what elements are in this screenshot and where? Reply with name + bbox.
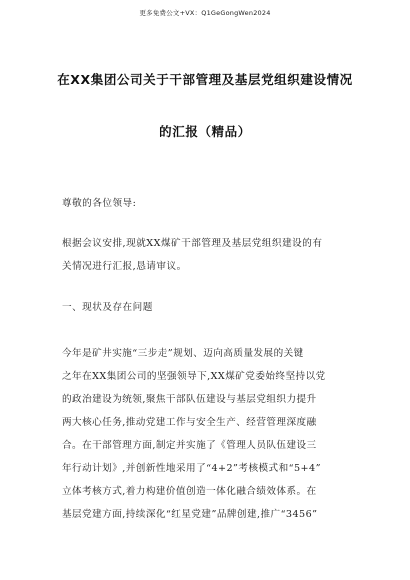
body-paragraph-line: 今年是矿井实施“三步走”规划、迈向高质量发展的关键	[62, 348, 304, 359]
body-paragraph-line: 之年在XX集团公司的坚强领导下,XX煤矿党委始终坚持以党	[62, 371, 326, 382]
body-paragraph-line: 两大核心任务,推动党建工作与安全生产、经营管理深度融	[62, 417, 317, 428]
body-paragraph-line: 合。在干部管理方面,制定并实施了《管理人员队伍建设三	[62, 440, 317, 451]
section-heading: 一、现状及存在问题	[62, 302, 153, 313]
greeting: 尊敬的各位领导:	[62, 198, 137, 209]
document-title-line-2: 的汇报（精品）	[159, 124, 251, 139]
intro-paragraph-line-2: 关情况进行汇报,恳请审议。	[62, 261, 187, 272]
body-paragraph-line: 的政治建设为统领,聚焦干部队伍建设与基层党组织力提升	[62, 394, 317, 405]
document-title-line-1: 在XX集团公司关于干部管理及基层党组织建设情况	[57, 72, 353, 87]
body-paragraph-line: 年行动计划》,并创新性地采用了“4+2”考核模式和“5+4”	[62, 463, 321, 474]
header-note: 更多免费公文+VX：Q1GeGongWen2024	[139, 9, 271, 17]
body-paragraph-line: 立体考核方式,着力构建价值创造一体化融合绩效体系。在	[62, 486, 317, 497]
intro-paragraph-line-1: 根据会议安排,现就XX煤矿干部管理及基层党组织建设的有	[62, 238, 323, 249]
body-paragraph-line: 基层党建方面,持续深化“红星党建”品牌创建,推广“3456”	[62, 509, 318, 520]
